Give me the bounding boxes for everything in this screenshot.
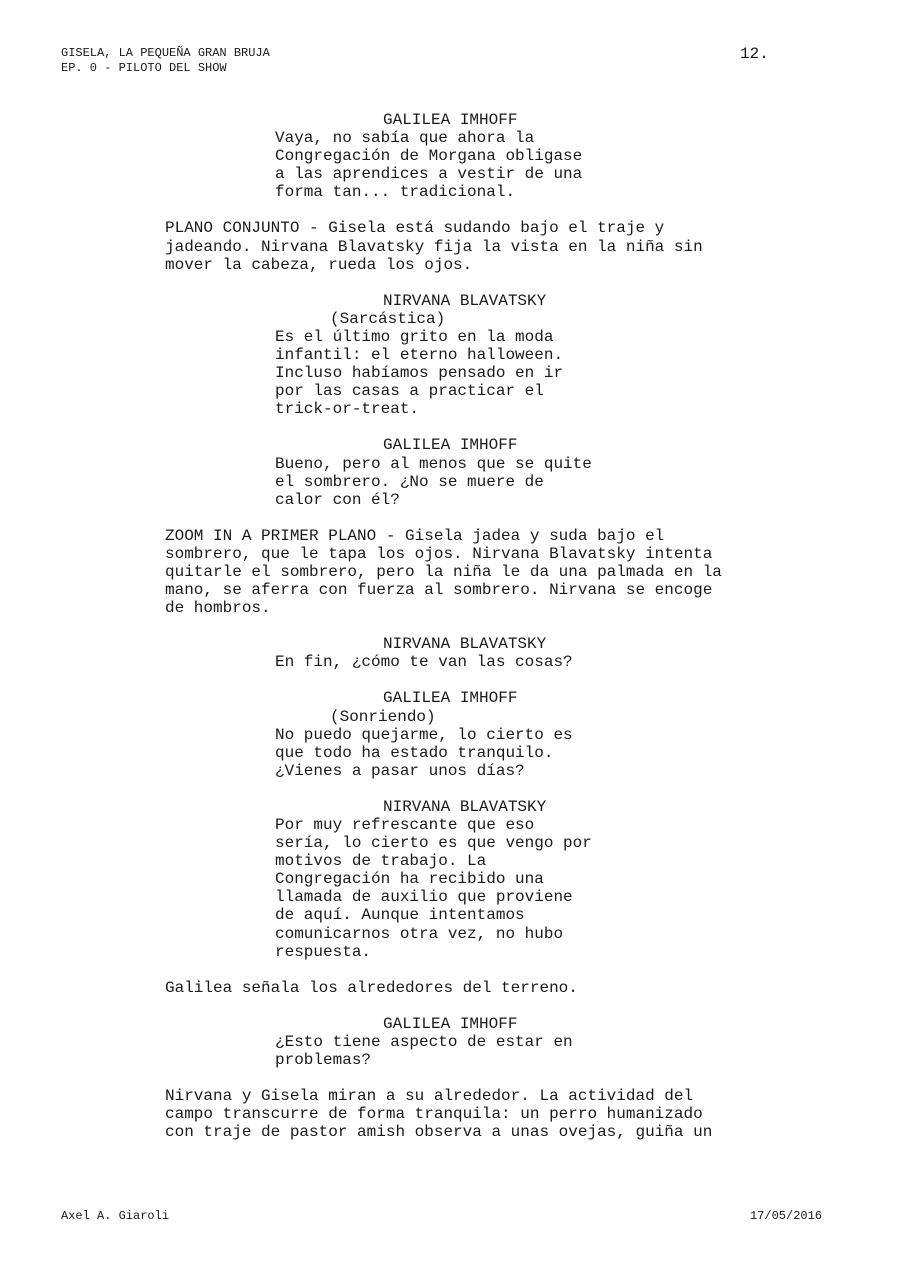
dialogue: de aquí. Aunque intentamos	[275, 906, 525, 925]
dialogue-block	[0, 653, 906, 671]
dialogue: que todo ha estado tranquilo.	[275, 743, 554, 762]
character-name: GALILEA IMHOFF	[383, 1014, 518, 1033]
action-line: campo transcurre de forma tranquila: un perro humanizado	[165, 1105, 703, 1124]
dialogue: Incluso habíamos pensado en ir	[275, 364, 564, 383]
dialogue: infantil: el eterno halloween.	[275, 346, 564, 365]
action-line: sombrero, que le tapa los ojos. Nirvana Blavatsky intenta	[165, 544, 713, 563]
dialogue: el sombrero. ¿No se muere de	[275, 472, 544, 491]
character-name-block	[0, 436, 906, 454]
dialogue-block	[0, 455, 906, 509]
block-spacer	[0, 274, 906, 292]
screenplay-body	[0, 111, 906, 1141]
dialogue: sería, lo cierto es que vengo por	[275, 834, 592, 853]
action-line: jadeando. Nirvana Blavatsky fija la vista en la niña sin	[165, 237, 703, 256]
character-name: NIRVANA BLAVATSKY	[383, 291, 547, 310]
dialogue: calor con él?	[275, 490, 400, 509]
character-name-block	[0, 111, 906, 129]
dialogue: En fin, ¿cómo te van las cosas?	[275, 653, 573, 672]
character-name: GALILEA IMHOFF	[383, 689, 518, 708]
dialogue: Congregación ha recibido una	[275, 870, 544, 889]
action-line-block	[0, 1087, 906, 1141]
dialogue: por las casas a practicar el	[275, 382, 544, 401]
parenthetical-block	[0, 708, 906, 726]
action-line: quitarle el sombrero, pero la niña le da una palmada en la	[165, 562, 722, 581]
dialogue-block	[0, 726, 906, 780]
action-line-block	[0, 219, 906, 273]
dialogue: ¿Vienes a pasar unos días?	[275, 761, 525, 780]
dialogue: Por muy refrescante que eso	[275, 816, 535, 834]
action-line: con traje de pastor amish observa a unas ovejas, guiña un	[165, 1123, 713, 1142]
action-line-block	[0, 979, 906, 997]
dialogue-block	[0, 328, 906, 418]
page-number: 12.	[740, 45, 769, 63]
dialogue: Es el último grito en la moda	[275, 327, 554, 346]
action-line: de hombros.	[165, 599, 271, 618]
dialogue: comunicarnos otra vez, no hubo	[275, 924, 564, 943]
dialogue-block	[0, 129, 906, 201]
document-header	[61, 46, 270, 76]
parenthetical-block	[0, 310, 906, 328]
header-title-line1: GISELA, LA PEQUEÑA GRAN BRUJA	[61, 46, 270, 60]
character-name-block	[0, 1015, 906, 1033]
action-line: mano, se aferra con fuerza al sombrero. Nirvana se encoge	[165, 581, 713, 600]
character-name: NIRVANA BLAVATSKY	[383, 797, 547, 816]
action-line: Galilea señala los alrededores del terreno.	[165, 978, 578, 997]
dialogue-block	[0, 816, 906, 961]
dialogue: trick-or-treat.	[275, 400, 420, 419]
block-spacer	[0, 961, 906, 979]
block-spacer	[0, 509, 906, 527]
block-spacer	[0, 617, 906, 635]
action-line: mover la cabeza, rueda los ojos.	[165, 255, 473, 274]
action-line: PLANO CONJUNTO - Gisela está sudando bajo el traje y	[165, 219, 665, 238]
dialogue: forma tan... tradicional.	[275, 183, 516, 202]
action-line: ZOOM IN A PRIMER PLANO - Gisela jadea y suda bajo el	[165, 526, 665, 545]
parenthetical: (Sarcástica)	[330, 309, 446, 328]
dialogue: problemas?	[275, 1051, 372, 1070]
dialogue: Congregación de Morgana obligase	[275, 147, 583, 166]
dialogue: llamada de auxilio que proviene	[275, 888, 573, 907]
dialogue: Bueno, pero al menos que se quite	[275, 454, 592, 473]
character-name-block	[0, 689, 906, 707]
block-spacer	[0, 997, 906, 1015]
parenthetical: (Sonriendo)	[330, 707, 436, 726]
dialogue: respuesta.	[275, 942, 372, 961]
dialogue: ¿Esto tiene aspecto de estar en	[275, 1032, 573, 1051]
action-line: Nirvana y Gisela miran a su alrededor. La actividad del	[165, 1087, 694, 1106]
block-spacer	[0, 780, 906, 798]
block-spacer	[0, 201, 906, 219]
footer-date: 17/05/2016	[750, 1209, 823, 1223]
dialogue: No puedo quejarme, lo cierto es	[275, 725, 573, 744]
character-name: NIRVANA BLAVATSKY	[383, 635, 547, 654]
footer-author: Axel A. Giaroli	[61, 1209, 170, 1223]
block-spacer	[0, 418, 906, 436]
block-spacer	[0, 671, 906, 689]
character-name-block	[0, 292, 906, 310]
dialogue-block	[0, 1033, 906, 1069]
header-title-line2: EP. 0 - PILOTO DEL SHOW	[61, 61, 227, 75]
character-name: GALILEA IMHOFF	[383, 436, 518, 455]
block-spacer	[0, 1069, 906, 1087]
character-name-block	[0, 635, 906, 653]
dialogue: Vaya, no sabía que ahora la	[275, 129, 535, 148]
character-name-block	[0, 798, 906, 816]
action-line-block	[0, 527, 906, 617]
dialogue: motivos de trabajo. La	[275, 852, 487, 871]
character-name: GALILEA IMHOFF	[383, 111, 518, 129]
dialogue: a las aprendices a vestir de una	[275, 165, 583, 184]
